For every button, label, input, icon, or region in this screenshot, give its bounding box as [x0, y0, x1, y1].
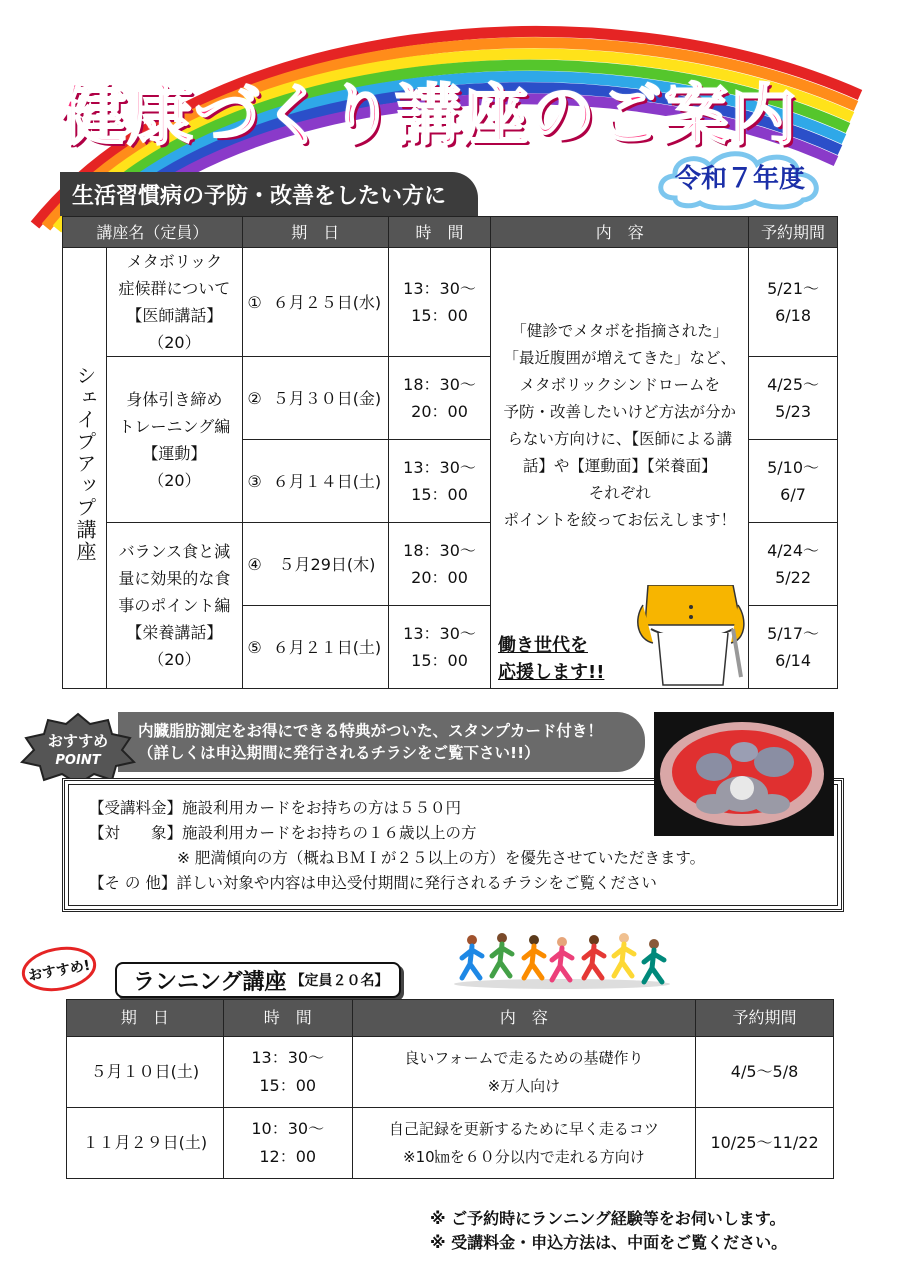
time-start: 13：30～ — [403, 279, 476, 298]
recommend-point-badge — [18, 712, 138, 784]
other-row — [89, 870, 657, 896]
running-title-text: ランニング講座 — [133, 969, 287, 995]
period-end: 6/18 — [775, 306, 811, 325]
reservation-period — [749, 248, 838, 357]
other-label: 【そ の 他】 — [89, 874, 177, 892]
period-start: 4/25～ — [767, 375, 819, 394]
running-content — [352, 1037, 695, 1108]
header-time: 時 間 — [223, 1000, 352, 1037]
time-start: 10：30～ — [251, 1119, 325, 1138]
target-value: 施設利用カードをお持ちの１６歳以上の方 — [182, 824, 477, 842]
running-period: 4/5～5/8 — [696, 1037, 834, 1108]
course-name-line: （20） — [148, 650, 201, 669]
table-header-row — [63, 217, 838, 248]
content-line: 自己記録を更新するために早く走るコツ — [388, 1120, 659, 1138]
running-course-table — [66, 999, 834, 1179]
session-time — [388, 606, 491, 689]
session-number: ③ — [242, 440, 266, 523]
course-name-line: 量に効果的な食 — [118, 569, 231, 588]
content-line: 話】や【運動面】【栄養面】 — [522, 457, 717, 475]
session-number: ④ — [242, 523, 266, 606]
point-banner — [118, 712, 645, 772]
content-line: メタボリックシンドロームを — [519, 376, 721, 394]
course-name-cell — [106, 523, 242, 689]
course-name-line: （20） — [148, 333, 201, 352]
support-line: 応援します!! — [498, 662, 605, 683]
table-row — [63, 248, 838, 357]
period-end: 5/22 — [775, 568, 811, 587]
session-date: ６月２１日(土) — [266, 606, 388, 689]
running-date: ５月１０日(土) — [67, 1037, 224, 1108]
table-row — [67, 1037, 834, 1108]
session-date: ５月29日(木) — [266, 523, 388, 606]
session-number: ⑤ — [242, 606, 266, 689]
content-line: それぞれ — [588, 484, 651, 502]
point-line: 内臓脂肪測定をお得にできる特典がついた、スタンプカード付き！ — [138, 722, 603, 740]
session-date: ６月１４日(土) — [266, 440, 388, 523]
content-line: 「健診でメタボを指摘された」 — [511, 322, 729, 340]
session-date: ６月２５日(水) — [266, 248, 388, 357]
target-note: ※ 肥満傾向の方（概ねＢＭＩが２５以上の方）を優先させていただきます。 — [177, 849, 706, 867]
header-course: 講座名（定員） — [63, 217, 243, 248]
reservation-period — [749, 440, 838, 523]
session-date: ５月３０日(金) — [266, 357, 388, 440]
support-message — [498, 632, 604, 686]
page-title: 健康づくり講座のご案内 — [60, 77, 797, 154]
course-name-cell — [106, 248, 242, 357]
course-name-line: トレーニング編 — [118, 416, 231, 436]
footnote: ※ 受講料金・申込方法は、中面をご覧ください。 — [430, 1233, 788, 1252]
running-content — [352, 1108, 695, 1179]
course-name-line: 【運動】 — [142, 443, 207, 463]
course-name-line: 【医師講話】 — [126, 306, 223, 325]
header-date: 期 日 — [67, 1000, 224, 1037]
course-name-line: バランス食と減 — [118, 542, 231, 561]
fee-value: 施設利用カードをお持ちの方は５５０円 — [182, 799, 462, 817]
course-name-line: 身体引き締め — [126, 389, 223, 409]
period-end: 6/7 — [780, 485, 806, 504]
header-content: 内 容 — [352, 1000, 695, 1037]
period-start: 5/21～ — [767, 279, 819, 298]
header-date: 期 日 — [242, 217, 388, 248]
course-name-cell — [106, 357, 242, 523]
content-line: ※万人向け — [487, 1077, 561, 1095]
reservation-period — [749, 357, 838, 440]
session-number: ① — [242, 248, 266, 357]
target-label: 【対 象】 — [89, 824, 183, 842]
other-value: 詳しい対象や内容は申込受付期間に発行されるチラシをご覧ください — [176, 874, 657, 892]
section-heading-lifestyle: 生活習慣病の予防・改善をしたい方に — [60, 172, 478, 216]
recommend-badge-running — [20, 946, 98, 992]
session-time — [388, 440, 491, 523]
time-start: 18：30～ — [403, 375, 476, 394]
course-name-line: 症候群について — [118, 279, 231, 298]
session-time — [388, 248, 491, 357]
time-end: 15：00 — [411, 485, 468, 504]
running-period: 10/25～11/22 — [696, 1108, 834, 1179]
course-name-line: 【栄養講話】 — [126, 623, 223, 642]
period-end: 5/23 — [775, 402, 811, 421]
running-time — [223, 1037, 352, 1108]
time-end: 20：00 — [411, 402, 468, 421]
header-content: 内 容 — [491, 217, 749, 248]
time-start: 13：30～ — [403, 458, 476, 477]
ct-scan-image — [654, 712, 834, 836]
running-course-title — [115, 962, 401, 998]
time-end: 15：00 — [411, 306, 468, 325]
reservation-period — [749, 606, 838, 689]
header-time: 時 間 — [388, 217, 491, 248]
content-line: 予防・改善したいけど方法が分か — [503, 403, 737, 421]
content-line: 良いフォームで走るための基礎作り — [404, 1049, 644, 1067]
time-end: 15：00 — [259, 1076, 317, 1095]
running-time — [223, 1108, 352, 1179]
time-end: 20：00 — [411, 568, 468, 587]
time-start: 13：30～ — [251, 1048, 325, 1067]
time-end: 12：00 — [259, 1147, 317, 1166]
waist-measure-illustration — [633, 585, 748, 687]
period-start: 5/10～ — [767, 458, 819, 477]
session-number: ② — [242, 357, 266, 440]
content-line: ※10㎞を６０分以内で走れる方向け — [403, 1148, 645, 1166]
fee-label: 【受講料金】 — [89, 799, 183, 817]
header-period: 予約期間 — [749, 217, 838, 248]
course-name-line: メタボリック — [126, 252, 223, 271]
content-line: らない方向けに、【医師による講 — [507, 430, 733, 448]
period-start: 4/24～ — [767, 541, 819, 560]
category-cell — [63, 248, 107, 689]
footnote: ※ ご予約時にランニング経験等をお伺いします。 — [430, 1209, 786, 1228]
support-line: 働き世代を — [498, 635, 588, 656]
time-start: 18：30～ — [403, 541, 476, 560]
session-time — [388, 523, 491, 606]
category-label: シェイプアップ講座 — [72, 365, 97, 563]
reservation-period — [749, 523, 838, 606]
period-start: 5/17～ — [767, 624, 819, 643]
runners-illustration — [450, 928, 675, 990]
session-time — [388, 357, 491, 440]
running-date: １１月２９日(土) — [67, 1108, 224, 1179]
table-header-row — [67, 1000, 834, 1037]
badge-text-osusume: おすすめ — [47, 732, 109, 750]
time-start: 13：30～ — [403, 624, 476, 643]
period-end: 6/14 — [775, 651, 811, 670]
time-end: 15：00 — [411, 651, 468, 670]
point-line: （詳しくは申込期間に発行されるチラシをご覧下さい!!） — [138, 744, 540, 762]
running-capacity: 【定員２０名】 — [290, 973, 389, 989]
course-name-line: 事のポイント編 — [118, 596, 231, 615]
header-period: 予約期間 — [696, 1000, 834, 1037]
table-row — [67, 1108, 834, 1179]
badge-text-recommend: おすすめ! — [27, 957, 92, 985]
fee-row — [89, 795, 461, 821]
content-line: 「最近腹囲が増えてきた」など、 — [503, 349, 737, 367]
badge-text-point: POINT — [55, 753, 101, 768]
year-badge: 令和７年度 — [674, 164, 805, 194]
target-row — [89, 820, 477, 846]
course-name-line: （20） — [148, 470, 201, 490]
content-line: ポイントを絞ってお伝えします！ — [503, 511, 737, 529]
